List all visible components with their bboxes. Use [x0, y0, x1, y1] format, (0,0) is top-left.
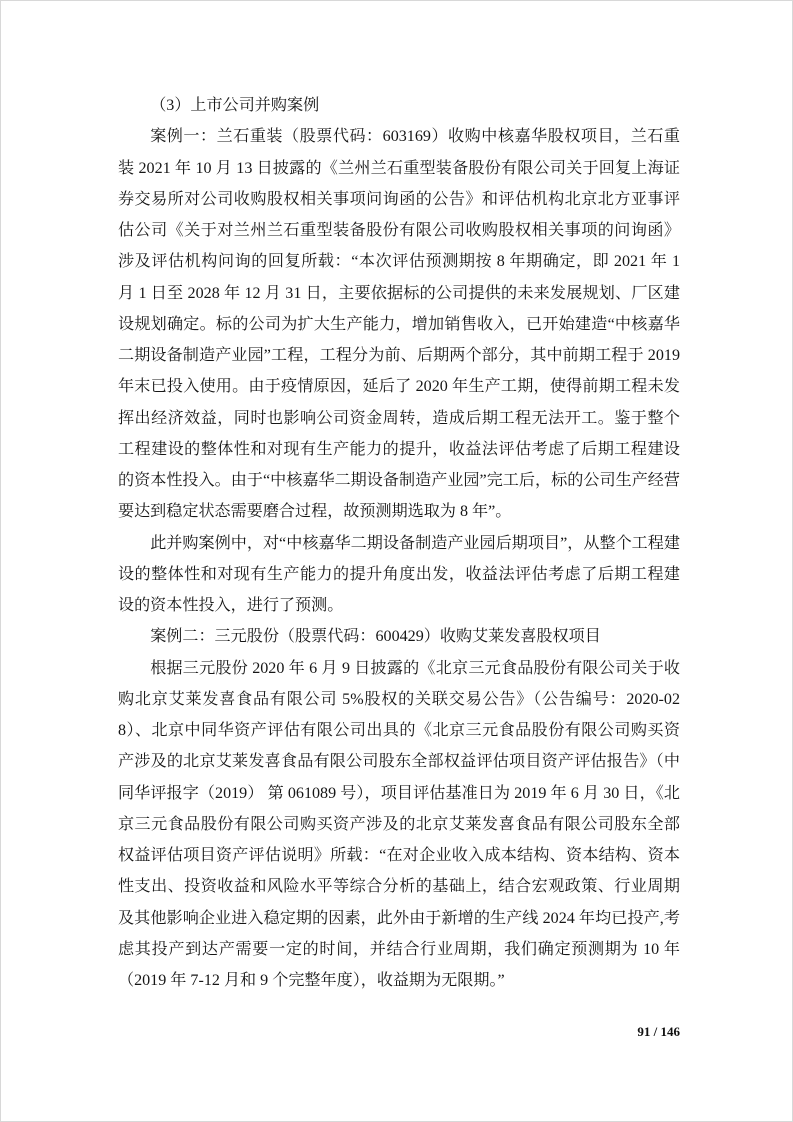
- paragraph-case2-title: 案例二：三元股份（股票代码：600429）收购艾莱发喜股权项目: [150, 628, 601, 646]
- section-heading: （3）上市公司并购案例: [150, 97, 320, 114]
- page-number: 91 / 146: [637, 1024, 680, 1039]
- document-body: [118, 90, 680, 996]
- paragraph-case1: 案例一：兰石重装（股票代码：603169）收购中核嘉华股权项目，兰石重装 2021 年 10 月 13 日披露的《兰州兰石重型装备股份有限公司关于回复上海证券交易所对公司收购股权相关事项问询函的公告》和评估机构北京北方亚事评估公司《关于对兰州兰石重型装备股份有限公司收购股权相关事项的问询函》涉及评估机构问询的回复所载：“本次评估预测期按 8 年期确定，即 2021 年 1 月 1 日至 2028 年 12 月 31 日，主要依据标的公司提供的未来发展规划、厂区建设规划确定。标的公司为扩大生产能力，增加销售收入，已开始建造“中核嘉华二期设备制造产业园”工程，工程分为前、后期两个部分，其中前期工程于 2019 年末已投入使用。由于疫情原因，延后了 2020 年生产工期，使得前期工程未发挥出经济效益，同时也影响公司资金周转，造成后期工程无法开工。鉴于整个工程建设的整体性和对现有生产能力的提升，收益法评估考虑了后期工程建设的资本性投入。由于“中核嘉华二期设备制造产业园”完工后，标的公司生产经营要达到稳定状态需要磨合过程，故预测期选取为 8 年”。: [118, 128, 680, 521]
- paragraph-case1-summary: 此并购案例中，对“中核嘉华二期设备制造产业园后期项目”，从整个工程建设的整体性和对现有生产能力的提升角度出发，收益法评估考虑了后期工程建设的资本性投入，进行了预测。: [118, 534, 680, 614]
- paragraph-case2: 根据三元股份 2020 年 6 月 9 日披露的《北京三元食品股份有限公司关于收购北京艾莱发喜食品有限公司 5%股权的关联交易公告》（公告编号：2020-028）、北京中同华资产评估有限公司出具的《北京三元食品股份有限公司购买资产涉及的北京艾莱发喜食品有限公司股东全部权益评估项目资产评估报告》（中同华评报字（2019） 第 061089 号），项目评估基准日为 2019 年 6 月 30 日，《北京三元食品股份有限公司购买资产涉及的北京艾莱发喜食品有限公司股东全部权益评估项目资产评估说明》所载：“在对企业收入成本结构、资本结构、资本性支出、投资收益和风险水平等综合分析的基础上，结合宏观政策、行业周期及其他影响企业进入稳定期的因素，此外由于新增的生产线 2024 年均已投产,考虑其投产到达产需要一定的时间，并结合行业周期，我们确定预测期为 10 年（2019 年 7-12 月和 9 个完整年度），收益期为无限期。”: [118, 659, 680, 989]
